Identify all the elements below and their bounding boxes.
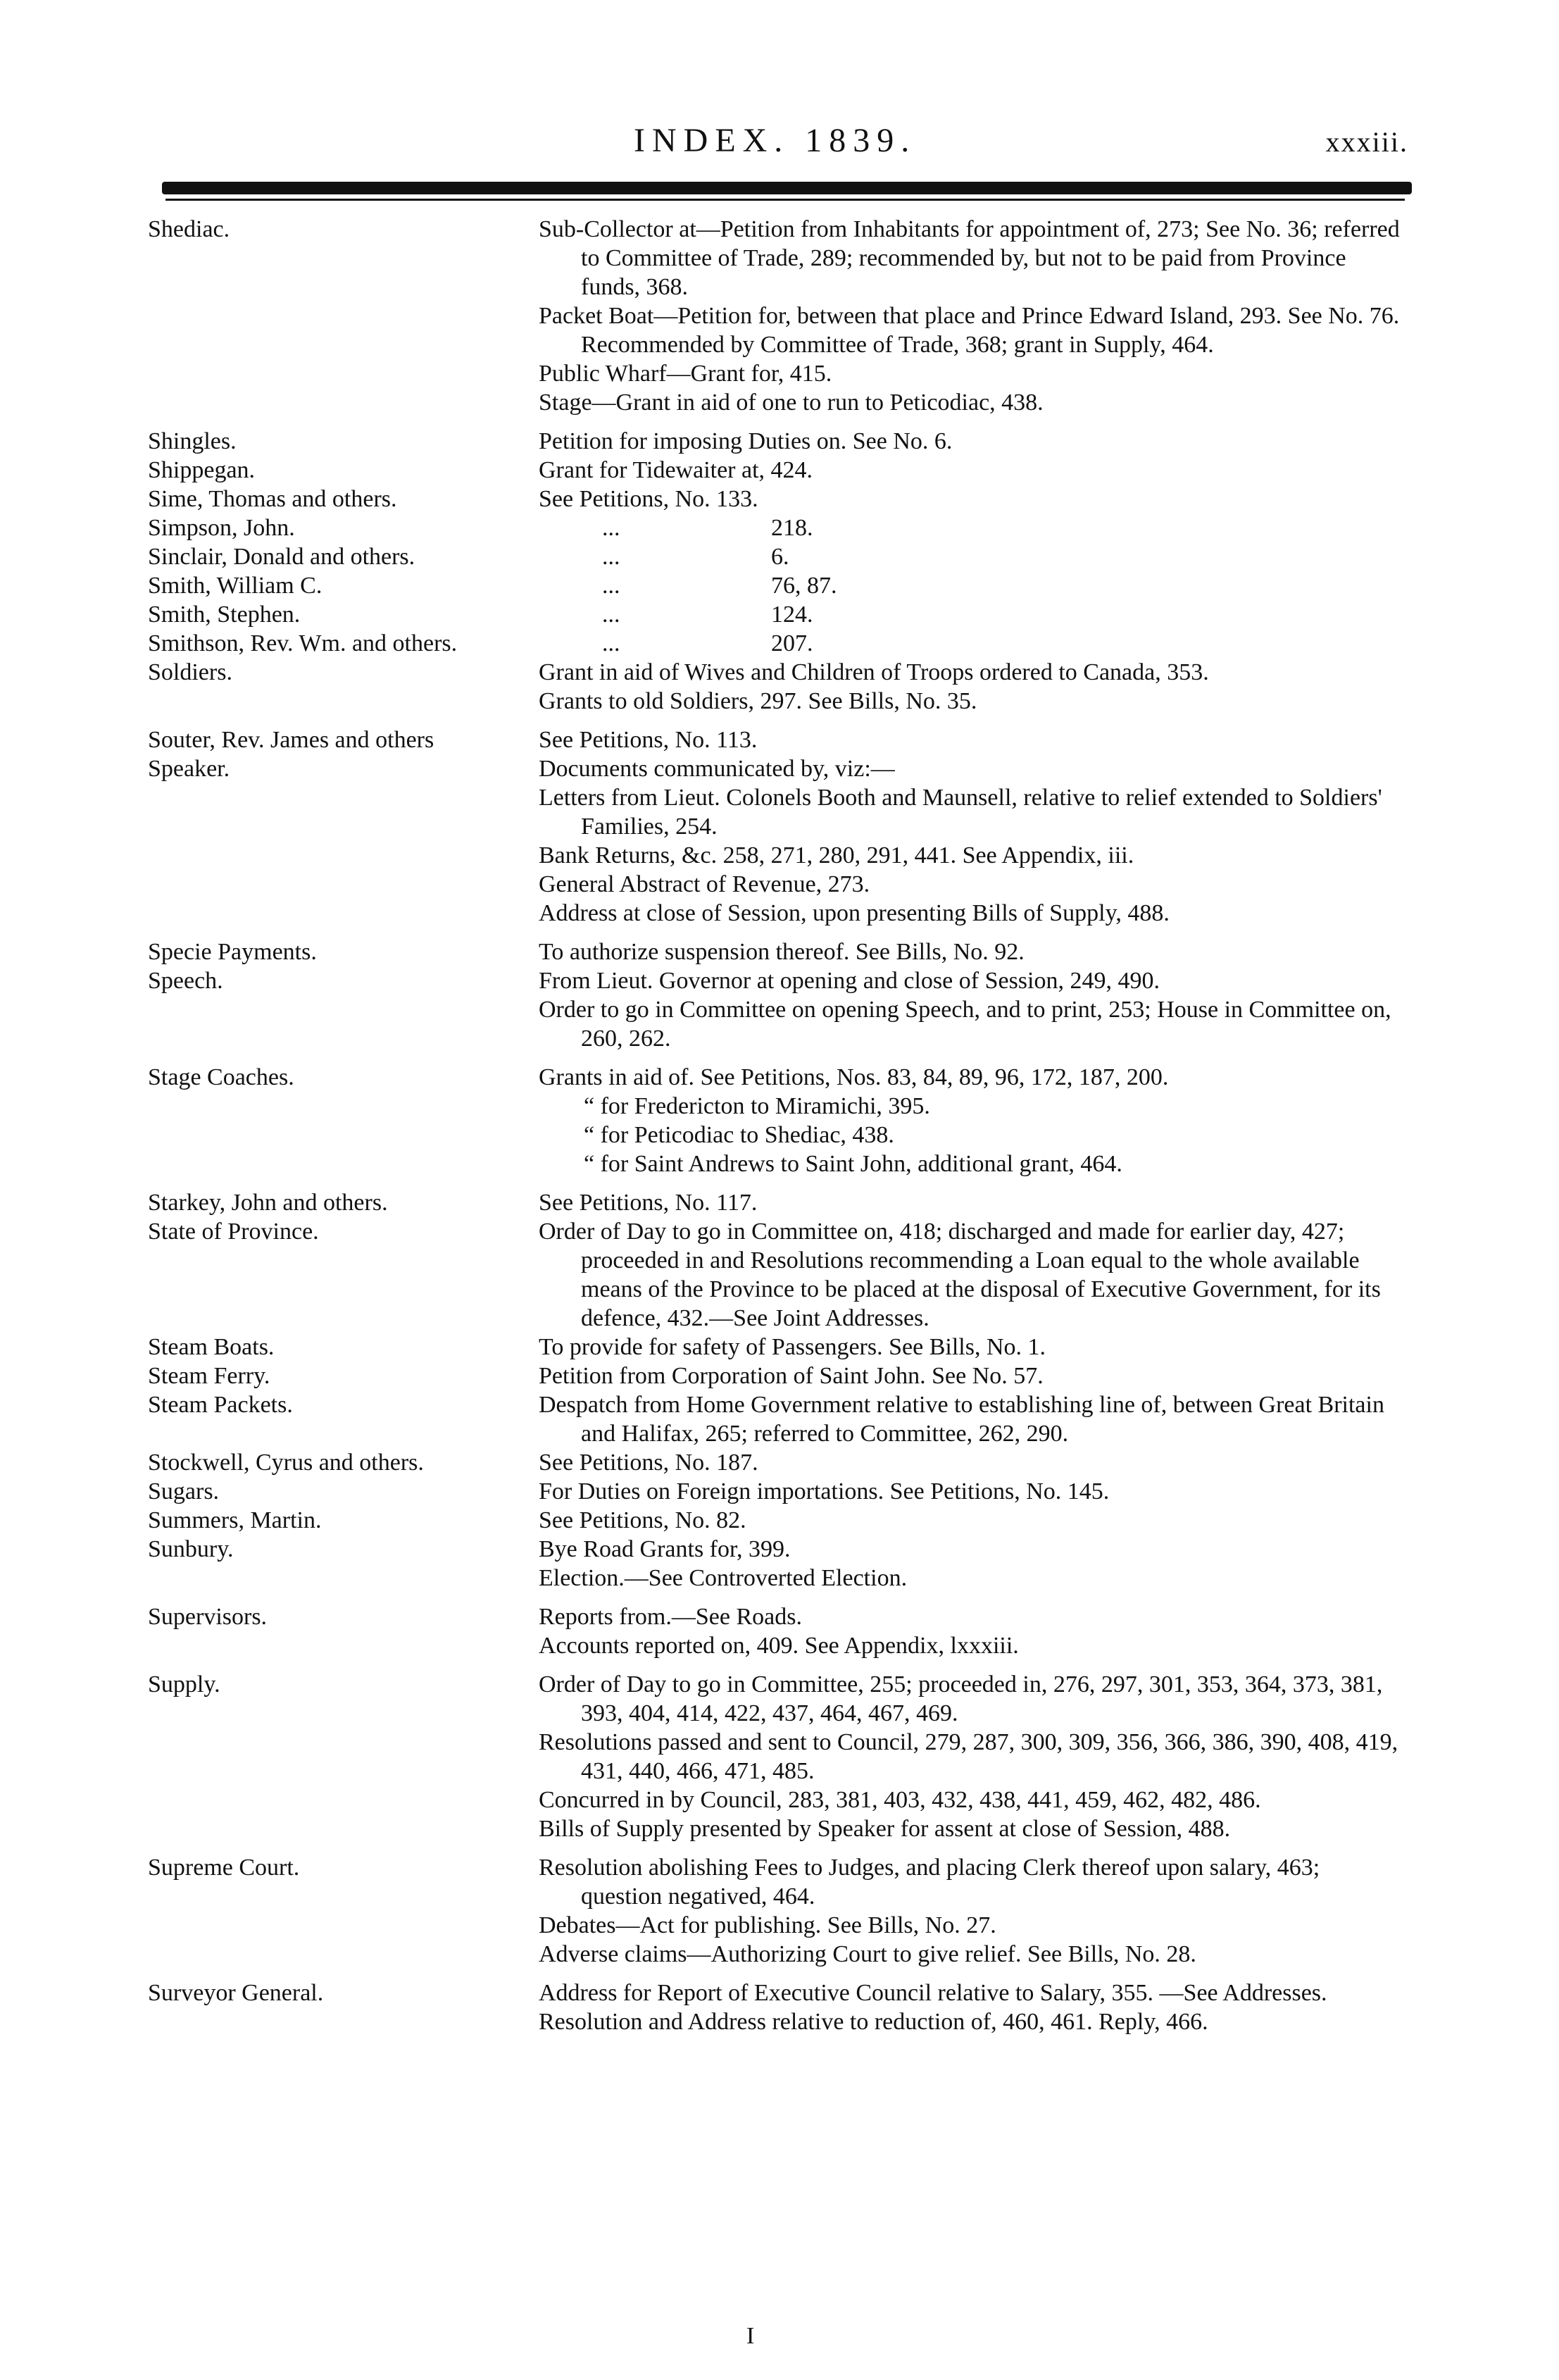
reference-line: Grant in aid of Wives and Children of Troops ordered to Canada, 353. <box>539 659 1209 685</box>
reference-line: Election.—See Controverted Election. <box>539 1565 908 1591</box>
index-references <box>539 1217 1405 1333</box>
index-references <box>539 937 1405 966</box>
reference-line: Resolution and Address relative to reduction of, 460, 461. Reply, 466. <box>539 2009 1208 2035</box>
index-references <box>539 1390 1405 1448</box>
index-entry <box>0 1602 1559 1660</box>
reference-line: Address for Report of Executive Council relative to Salary, 355. —See Addresses. <box>539 1980 1327 2006</box>
ditto-reference <box>539 513 1405 542</box>
index-term: Supervisors. <box>148 1604 268 1630</box>
index-term: Smithson, Rev. Wm. and others. <box>148 630 458 656</box>
index-references <box>539 542 1405 571</box>
reference-number: 6. <box>771 544 789 570</box>
index-term: Surveyor General. <box>148 1980 324 2006</box>
reference-line: Grant for Tidewaiter at, 424. <box>539 457 813 483</box>
reference-line: From Lieut. Governor at opening and close of Session, 249, 490. <box>539 968 1160 994</box>
index-references <box>539 658 1405 716</box>
ditto-reference <box>539 542 1405 571</box>
index-term: State of Province. <box>148 1219 319 1245</box>
index-entry <box>0 1535 1559 1593</box>
index-references <box>539 725 1405 754</box>
index-term: Steam Ferry. <box>148 1363 270 1389</box>
index-references <box>539 629 1405 658</box>
index-entry <box>0 725 1559 754</box>
reference-line: See Petitions, No. 187. <box>539 1450 758 1476</box>
ditto-mark: ... <box>602 515 620 541</box>
ditto-reference <box>539 600 1405 629</box>
reference-line: To authorize suspension thereof. See Bills, No. 92. <box>539 939 1025 965</box>
index-entry <box>0 1217 1559 1333</box>
reference-line: See Petitions, No. 117. <box>539 1190 758 1216</box>
index-entry <box>0 966 1559 1053</box>
reference-line: Resolution abolishing Fees to Judges, and placing Clerk thereof upon salary, 463; question negatived, 464. <box>539 1855 1320 1909</box>
reference-line: See Petitions, No. 82. <box>539 1507 746 1533</box>
reference-line: Bye Road Grants for, 399. <box>539 1536 791 1562</box>
index-entry <box>0 1333 1559 1362</box>
index-term: Supply. <box>148 1671 220 1697</box>
page-header <box>141 121 1422 170</box>
index-term: Sunbury. <box>148 1536 234 1562</box>
index-entry <box>0 542 1559 571</box>
ditto-reference <box>539 571 1405 600</box>
index-entry <box>0 937 1559 966</box>
reference-line: Letters from Lieut. Colonels Booth and Maunsell, relative to relief extended to Soldiers' Families, 254. <box>539 785 1382 840</box>
reference-line: See Petitions, No. 113. <box>539 727 758 753</box>
index-term: Sime, Thomas and others. <box>148 486 397 512</box>
index-references <box>539 754 1405 928</box>
index-entry <box>0 658 1559 716</box>
reference-line: Sub-Collector at—Petition from Inhabitants for appointment of, 273; See No. 36; referred to Committee of Trade, 289; recommended by, but not to be paid from Province funds, 368. <box>539 216 1400 300</box>
reference-line: Concurred in by Council, 283, 381, 403, 432, 438, 441, 459, 462, 482, 486. <box>539 1787 1261 1813</box>
index-entry <box>0 513 1559 542</box>
ditto-mark: ... <box>602 630 620 656</box>
index-references <box>539 513 1405 542</box>
reference-subline: “ for Peticodiac to Shediac, 438. <box>584 1122 894 1148</box>
index-entries <box>0 215 1559 2046</box>
index-term: Specie Payments. <box>148 939 317 965</box>
index-entry <box>0 1979 1559 2036</box>
index-term: Stockwell, Cyrus and others. <box>148 1450 424 1476</box>
index-references <box>539 1188 1405 1217</box>
signature-mark: I <box>746 2323 755 2349</box>
index-term: Steam Packets. <box>148 1392 293 1418</box>
index-references <box>539 215 1405 417</box>
index-term: Souter, Rev. James and others <box>148 727 434 753</box>
index-entry <box>0 215 1559 417</box>
ditto-mark: ... <box>602 573 620 599</box>
index-term: Speaker. <box>148 756 230 782</box>
index-entry <box>0 571 1559 600</box>
header-rule-thin <box>165 199 1405 201</box>
index-references <box>539 485 1405 513</box>
index-term: Shingles. <box>148 428 237 454</box>
reference-line: Petition from Corporation of Saint John. See No. 57. <box>539 1363 1044 1389</box>
index-entry <box>0 1506 1559 1535</box>
reference-line: Grants to old Soldiers, 297. See Bills, No. 35. <box>539 688 977 714</box>
index-entry <box>0 600 1559 629</box>
reference-line: Order of Day to go in Committee on, 418; discharged and made for earlier day, 427; proceeded in and Resolutions recommending a Loan equal to the whole available means of the Province to be placed at the disposal of Executive Government, for its defence, 432.—See Joint Addresses. <box>539 1219 1381 1331</box>
index-references <box>539 1979 1405 2036</box>
reference-number: 218. <box>771 515 813 541</box>
index-term: Shediac. <box>148 216 230 242</box>
reference-line: Bank Returns, &c. 258, 271, 280, 291, 441. See Appendix, iii. <box>539 842 1134 868</box>
reference-line: Accounts reported on, 409. See Appendix, lxxxiii. <box>539 1633 1019 1659</box>
index-entry <box>0 1853 1559 1969</box>
reference-line: Stage—Grant in aid of one to run to Peticodiac, 438. <box>539 390 1044 416</box>
reference-line: To provide for safety of Passengers. See Bills, No. 1. <box>539 1334 1046 1360</box>
index-entry <box>0 456 1559 485</box>
index-entry <box>0 1477 1559 1506</box>
index-term: Steam Boats. <box>148 1334 275 1360</box>
ditto-mark: ... <box>602 544 620 570</box>
reference-line: Reports from.—See Roads. <box>539 1604 802 1630</box>
reference-line: Grants in aid of. See Petitions, Nos. 83, 84, 89, 96, 172, 187, 200. <box>539 1064 1169 1090</box>
ditto-mark: ... <box>602 602 620 628</box>
reference-line: For Duties on Foreign importations. See Petitions, No. 145. <box>539 1478 1110 1504</box>
index-entry <box>0 1188 1559 1217</box>
ditto-reference <box>539 629 1405 658</box>
reference-line: General Abstract of Revenue, 273. <box>539 871 870 897</box>
reference-line: Petition for imposing Duties on. See No. 6. <box>539 428 953 454</box>
page-number: xxxiii. <box>1325 126 1408 158</box>
index-entry <box>0 1448 1559 1477</box>
index-term: Smith, Stephen. <box>148 602 301 628</box>
index-term: Starkey, John and others. <box>148 1190 388 1216</box>
reference-line: Public Wharf—Grant for, 415. <box>539 361 832 387</box>
index-references <box>539 1535 1405 1593</box>
index-references <box>539 1333 1405 1362</box>
page-title: INDEX. 1839. <box>634 122 917 159</box>
index-references <box>539 966 1405 1053</box>
index-entry <box>0 427 1559 456</box>
reference-subline: “ for Fredericton to Miramichi, 395. <box>584 1093 930 1119</box>
index-term: Sinclair, Donald and others. <box>148 544 415 570</box>
index-term: Speech. <box>148 968 223 994</box>
index-entry <box>0 1390 1559 1448</box>
index-entry <box>0 1362 1559 1390</box>
reference-line: See Petitions, No. 133. <box>539 486 758 512</box>
reference-number: 207. <box>771 630 813 656</box>
index-references <box>539 600 1405 629</box>
index-term: Soldiers. <box>148 659 232 685</box>
index-references <box>539 571 1405 600</box>
reference-line: Order of Day to go in Committee, 255; proceeded in, 276, 297, 301, 353, 364, 373, 381, 393, 404, 414, 422, 437, 464, 467, 469. <box>539 1671 1383 1726</box>
reference-number: 124. <box>771 602 813 628</box>
reference-line: Address at close of Session, upon presenting Bills of Supply, 488. <box>539 900 1170 926</box>
index-term: Supreme Court. <box>148 1855 300 1881</box>
index-references <box>539 1362 1405 1390</box>
reference-line: Debates—Act for publishing. See Bills, No. 27. <box>539 1912 996 1938</box>
index-term: Summers, Martin. <box>148 1507 322 1533</box>
index-entry <box>0 629 1559 658</box>
index-references <box>539 1602 1405 1660</box>
index-references <box>539 1670 1405 1843</box>
index-term: Shippegan. <box>148 457 256 483</box>
index-references <box>539 1506 1405 1535</box>
index-references <box>539 1853 1405 1969</box>
reference-number: 76, 87. <box>771 573 837 599</box>
index-entry <box>0 1670 1559 1843</box>
index-references <box>539 456 1405 485</box>
reference-line: Resolutions passed and sent to Council, 279, 287, 300, 309, 356, 366, 386, 390, 408, 419, 431, 440, 466, 471, 485. <box>539 1729 1398 1784</box>
index-references <box>539 1063 1405 1178</box>
reference-line: Order to go in Committee on opening Speech, and to print, 253; House in Committee on, 260, 262. <box>539 997 1391 1052</box>
index-references <box>539 1448 1405 1477</box>
index-references <box>539 427 1405 456</box>
index-entry <box>0 1063 1559 1178</box>
index-term: Sugars. <box>148 1478 220 1504</box>
index-entry <box>0 485 1559 513</box>
index-term: Smith, William C. <box>148 573 323 599</box>
index-term: Stage Coaches. <box>148 1064 294 1090</box>
reference-line: Despatch from Home Government relative to establishing line of, between Great Britain and Halifax, 265; referred to Committee, 262, 290. <box>539 1392 1384 1447</box>
reference-line: Bills of Supply presented by Speaker for assent at close of Session, 488. <box>539 1816 1231 1842</box>
reference-subline: “ for Saint Andrews to Saint John, additional grant, 464. <box>584 1151 1122 1177</box>
index-references <box>539 1477 1405 1506</box>
reference-line: Packet Boat—Petition for, between that place and Prince Edward Island, 293. See No. 76. Recommended by Committee of Trade, 368; grant in Supply, 464. <box>539 303 1400 358</box>
reference-line: Adverse claims—Authorizing Court to give relief. See Bills, No. 28. <box>539 1941 1196 1967</box>
header-rule <box>162 182 1412 194</box>
reference-line: Documents communicated by, viz:— <box>539 756 895 782</box>
index-term: Simpson, John. <box>148 515 295 541</box>
index-entry <box>0 754 1559 928</box>
